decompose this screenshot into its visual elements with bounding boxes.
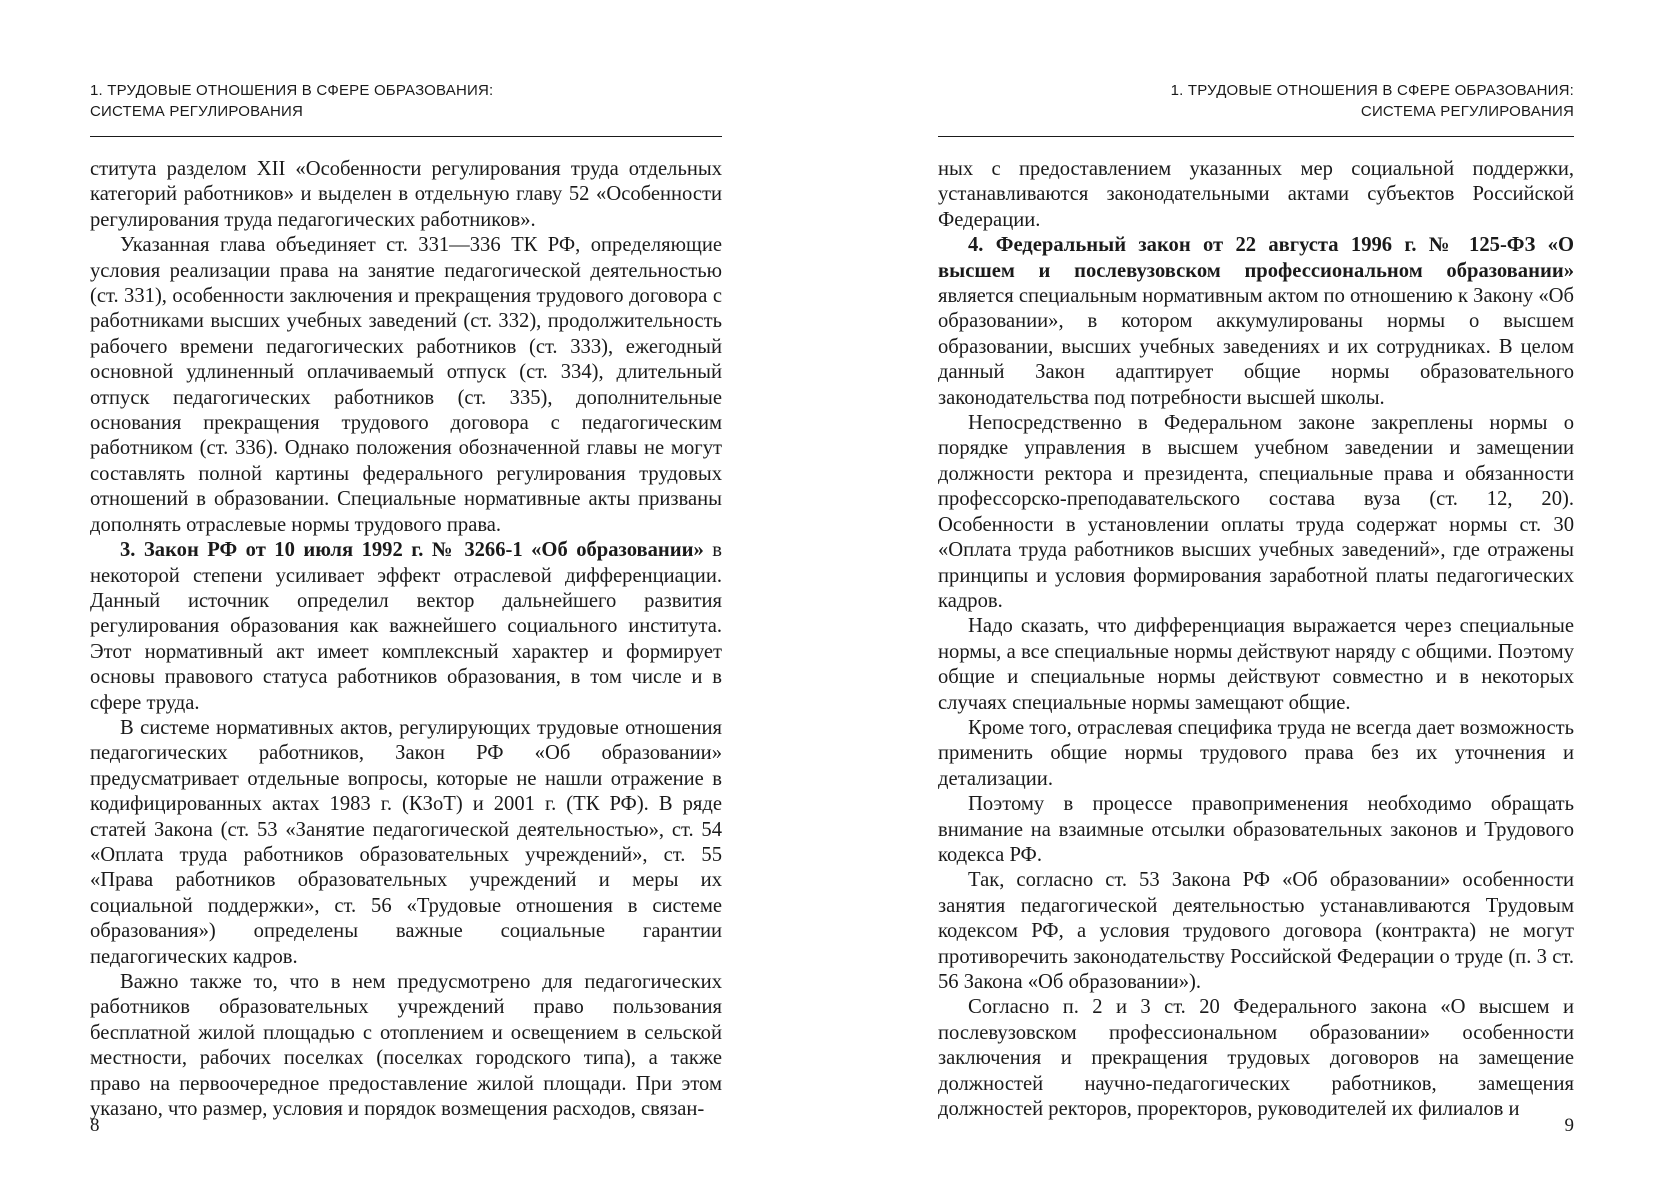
paragraph: Согласно п. 2 и 3 ст. 20 Федерального закона «О высшем и послевузовском профессиональном образовании» особенности заключения и прекращения трудовых договоров на замещение должностей научно-педагогических работников, замещения должностей ректоров, проректоров, руководителей их филиалов и — [938, 996, 1574, 1121]
paragraph — [938, 233, 1574, 411]
paragraph: В системе нормативных актов, регулирующих трудовые отношения педагогических работников, Закон РФ «Об образовании» предусматривает отдельные вопросы, которые не нашли отражение в кодифицированных актах 1983 г. (КЗоТ) и 2001 г. (ТК РФ). В ряде статей Закона (ст. 53 «Занятие педагогической деятельностью», ст. 54 «Оплата труда работников образовательных учреждений», ст. 55 «Права работников образовательных учреждений и меры их социальной поддержки», ст. 56 «Трудовые отношения в системе образования») определены важные социальные гарантии педагогических кадров. — [90, 716, 722, 968]
paragraph: Поэтому в процессе правоприменения необходимо обращать внимание на взаимные отсылки образовательных законов и Трудового кодекса РФ. — [938, 793, 1574, 866]
running-head-line: 1. ТРУДОВЫЕ ОТНОШЕНИЯ В СФЕРЕ ОБРАЗОВАНИЯ: — [90, 82, 494, 99]
header-rule — [90, 136, 722, 137]
page-body — [938, 157, 1574, 1122]
running-head-line: СИСТЕМА РЕГУЛИРОВАНИЯ — [1360, 103, 1574, 120]
running-head — [938, 80, 1574, 122]
page-body — [90, 157, 722, 1122]
paragraph: Кроме того, отраслевая специфика труда не всегда дает возможность применить общие нормы трудового права без их уточнения и детализации. — [938, 716, 1574, 790]
paragraph: ных с предоставлением указанных мер социальной поддержки, устанавливаются законодательными актами субъектов Российской Федерации. — [938, 158, 1574, 231]
page-number: 9 — [1564, 1115, 1574, 1136]
paragraph: ститута разделом XII «Особенности регулирования труда отдельных категорий работников» и выделен в отдельную главу 52 «Особенности регулирования труда педагогических работников». — [90, 158, 722, 231]
right-page — [938, 0, 1574, 1199]
law-title: 3. Закон РФ от 10 июля 1992 г. № 3266-1 «Об образовании» — [120, 539, 704, 562]
running-head-line: СИСТЕМА РЕГУЛИРОВАНИЯ — [90, 103, 304, 120]
paragraph — [90, 538, 722, 716]
paragraph-text: в некоторой степени усиливает эффект отраслевой дифференциации. Данный источник определил вектор дальнейшего развития регулирования образования как важнейшего социального института. Этот нормативный акт имеет комплексный характер и формирует основы правового статуса работников образования, в том числе и в сфере труда. — [90, 539, 722, 714]
paragraph-text: является специальным нормативным актом по отношению к Закону «Об образовании», в котором аккумулированы нормы о высшем образовании, высших учебных заведениях и их сотрудниках. В целом данный Закон адаптирует общие нормы образовательного законодательства под потребности высшей школы. — [938, 285, 1574, 409]
left-page — [90, 0, 722, 1199]
law-title: 4. Федеральный закон от 22 августа 1996 г. № 125-ФЗ «О высшем и послевузовском профессиональном образовании» — [938, 234, 1574, 282]
paragraph: Указанная глава объединяет ст. 331—336 ТК РФ, определяющие условия реализации права на занятие педагогической деятельностью (ст. 331), особенности заключения и прекращения трудового договора с работниками высших учебных заведений (ст. 332), продолжительность рабочего времени педагогических работников (ст. 333), ежегодный основной удлиненный оплачиваемый отпуск (ст. 334), длительный отпуск педагогических работников (ст. 335), дополнительные основания прекращения трудового договора с педагогическим работником (ст. 336). Однако положения обозначенной главы не могут составлять полной картины федерального регулирования трудовых отношений в образовании. Специальные нормативные акты призваны дополнять отраслевые нормы трудового права. — [90, 234, 722, 536]
running-head — [90, 80, 722, 122]
running-head-line: 1. ТРУДОВЫЕ ОТНОШЕНИЯ В СФЕРЕ ОБРАЗОВАНИЯ: — [1170, 82, 1574, 99]
paragraph: Непосредственно в Федеральном законе закреплены нормы о порядке управления в высшем учебном заведении и замещении должности ректора и президента, специальные права и обязанности профессорско-преподавательского состава вуза (ст. 12, 20). Особенности в установлении оплаты труда содержат нормы ст. 30 «Оплата труда работников высших учебных заведений», где отражены принципы и условия формирования заработной платы педагогических кадров. — [938, 412, 1574, 612]
paragraph: Надо сказать, что дифференциация выражается через специальные нормы, а все специальные нормы действуют наряду с общими. Поэтому общие и специальные нормы действуют совместно и в некоторых случаях специальные нормы замещают общие. — [938, 615, 1574, 714]
header-rule — [938, 136, 1574, 137]
page-number: 8 — [90, 1115, 100, 1136]
paragraph: Так, согласно ст. 53 Закона РФ «Об образовании» особенности занятия педагогической деятельностью устанавливаются Трудовым кодексом РФ, а условия трудового договора (контракта) не могут противоречить законодательству Российской Федерации о труде (п. 3 ст. 56 Закона «Об образовании»). — [938, 869, 1574, 993]
paragraph: Важно также то, что в нем предусмотрено для педагогических работников образовательных учреждений право пользования бесплатной жилой площадью с отоплением и освещением в сельской местности, рабочих поселках (поселках городского типа), а также право на первоочередное предоставление жилой площади. При этом указано, что размер, условия и порядок возмещения расходов, связан- — [90, 971, 722, 1121]
